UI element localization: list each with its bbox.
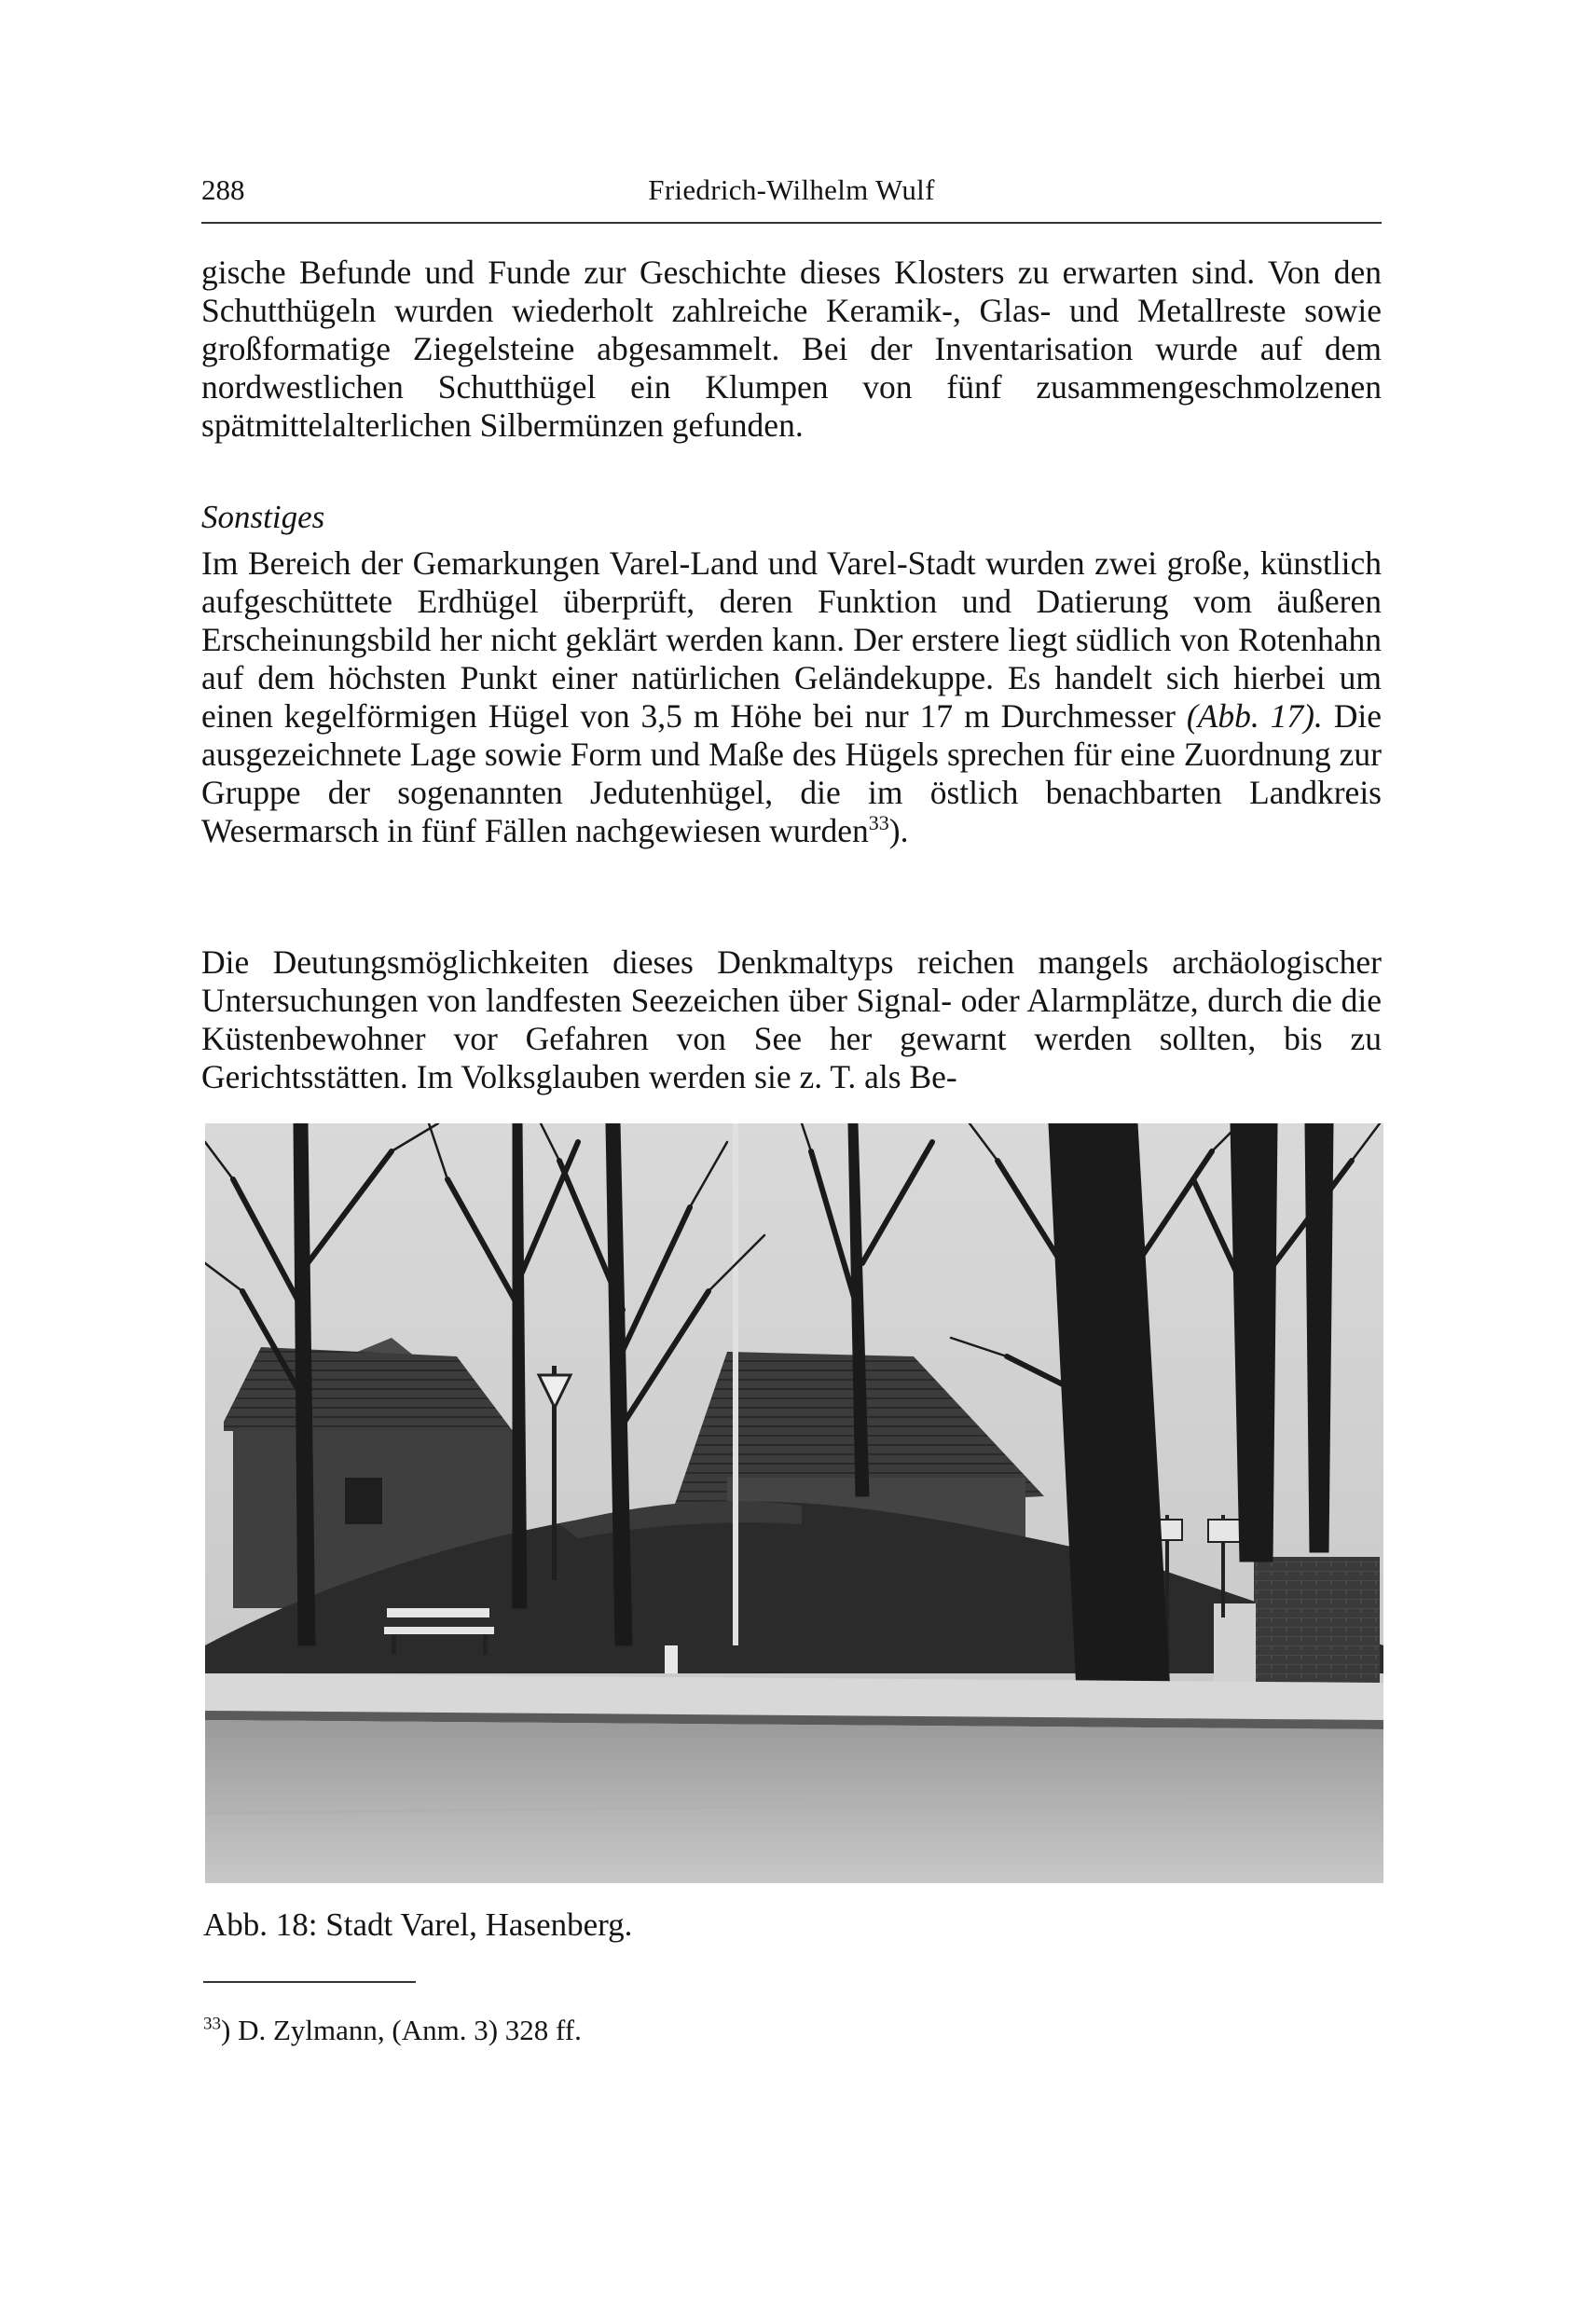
footnote-marker: 33 (203, 2014, 221, 2034)
footnote-rule (203, 1981, 416, 1983)
section-heading: Sonstiges (201, 499, 325, 535)
footnote (203, 2014, 582, 2047)
paragraph-2-text-a: Im Bereich der Gemarkungen Varel-Land und Varel-Stadt wurden zwei große, künstlich aufgeschüttete Erdhügel überprüft, deren Funktion und Datierung vom äußeren Erscheinungsbild her nicht geklärt werden kann. Der erstere liegt südlich von Rotenhahn auf dem höchsten Punkt einer natürlichen Geländekuppe. Es handelt sich hierbei um einen kegelförmigen Hügel von 3,5 m Höhe bei nur 17 m Durchmesser (201, 544, 1382, 735)
paragraph-2-end: ). (888, 812, 909, 849)
photo-hasenberg (205, 1123, 1383, 1883)
header-rule (201, 222, 1382, 224)
paragraph-2 (201, 544, 1382, 850)
figure-photo (205, 1123, 1383, 1883)
page-header (201, 173, 1382, 216)
paragraph-1: gische Befunde und Funde zur Geschichte dieses Klosters zu erwarten sind. Von den Schutthügeln wurden wiederholt zahlreiche Keramik-, Glas- und Metallreste sowie großformatige Ziegelsteine abgesammelt. Bei der Inventarisation wurde auf dem nordwestlichen Schutthügel ein Klumpen von fünf zusammengeschmolzenen spätmittelalterlichen Silbermünzen gefunden. (201, 254, 1382, 444)
footnote-reference: 33 (868, 811, 889, 835)
footnote-marker-close: ) (221, 2014, 231, 2046)
page-number: 288 (201, 173, 245, 206)
paragraph-2-text-b: Die ausgezeichnete Lage sowie Form und Maße des Hügels sprechen für eine Zuordnung zur Gruppe der sogenannten Jedutenhügel, die im östlich benachbarten Landkreis Wesermarsch in fünf Fällen nachgewiesen wurden (201, 697, 1382, 849)
figure-reference: (Abb. 17). (1186, 697, 1323, 735)
footnote-text: D. Zylmann, (Anm. 3) 328 ff. (230, 2014, 582, 2046)
paragraph-3: Die Deutungsmöglichkeiten dieses Denkmaltyps reichen mangels archäologischer Untersuchungen von landfesten Seezeichen über Signal- oder Alarmplätze, durch die die Küstenbewohner vor Gefahren von See her gewarnt werden sollten, bis zu Gerichtsstätten. Im Volksglauben werden sie z. T. als Be- (201, 943, 1382, 1095)
running-head: Friedrich-Wilhelm Wulf (648, 173, 935, 206)
figure-caption: Abb. 18: Stadt Varel, Hasenberg. (203, 1906, 633, 1943)
